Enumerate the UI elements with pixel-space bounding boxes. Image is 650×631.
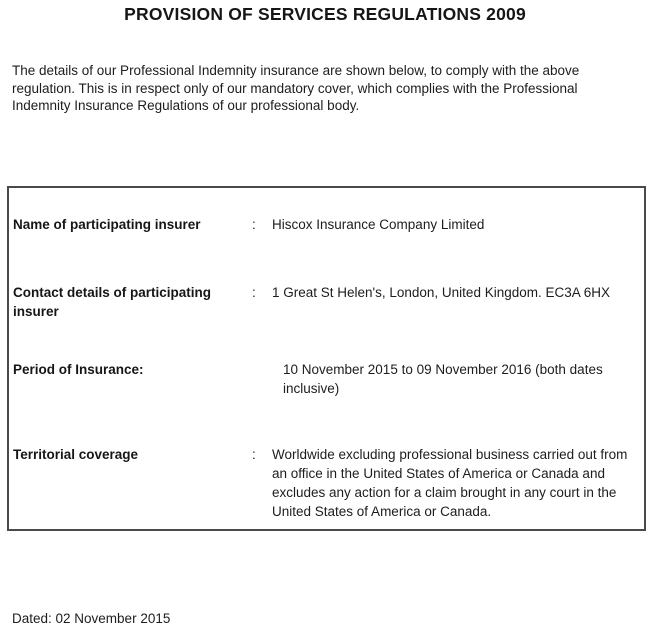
table-row-insurance-period xyxy=(9,360,644,398)
table-row-territorial-coverage xyxy=(9,445,644,521)
table-row-insurer-contact xyxy=(9,283,644,321)
row-label: Territorial coverage xyxy=(13,446,139,462)
row-separator: : xyxy=(252,446,256,462)
table-row-insurer-name xyxy=(9,215,644,234)
row-label: Name of participating insurer xyxy=(13,216,201,232)
row-value: Worldwide excluding professional business carried out from an office in the United States of America or Canada and excludes any action for a claim brought in any court in the United States of America or Canada. xyxy=(272,446,628,519)
row-value: 1 Great St Helen's, London, United Kingdom. EC3A 6HX xyxy=(272,284,611,300)
row-separator: : xyxy=(252,284,256,300)
row-value: 10 November 2015 to 09 November 2016 (both dates inclusive) xyxy=(283,361,603,396)
row-label: Period of Insurance: xyxy=(13,361,144,377)
document-title: PROVISION OF SERVICES REGULATIONS 2009 xyxy=(124,4,526,24)
row-separator: : xyxy=(252,216,256,232)
dated-line: Dated: 02 November 2015 xyxy=(12,610,171,626)
intro-paragraph: The details of our Professional Indemnity insurance are shown below, to comply with the above regulation. This is in respect only of our mandatory cover, which complies with the Professional Indemnity Insurance Regulations of our professional body. xyxy=(12,63,580,113)
insurance-details-box xyxy=(7,186,646,531)
row-value: Hiscox Insurance Company Limited xyxy=(272,216,485,232)
row-separator xyxy=(252,360,272,398)
row-label: Contact details of participating insurer xyxy=(13,284,212,319)
